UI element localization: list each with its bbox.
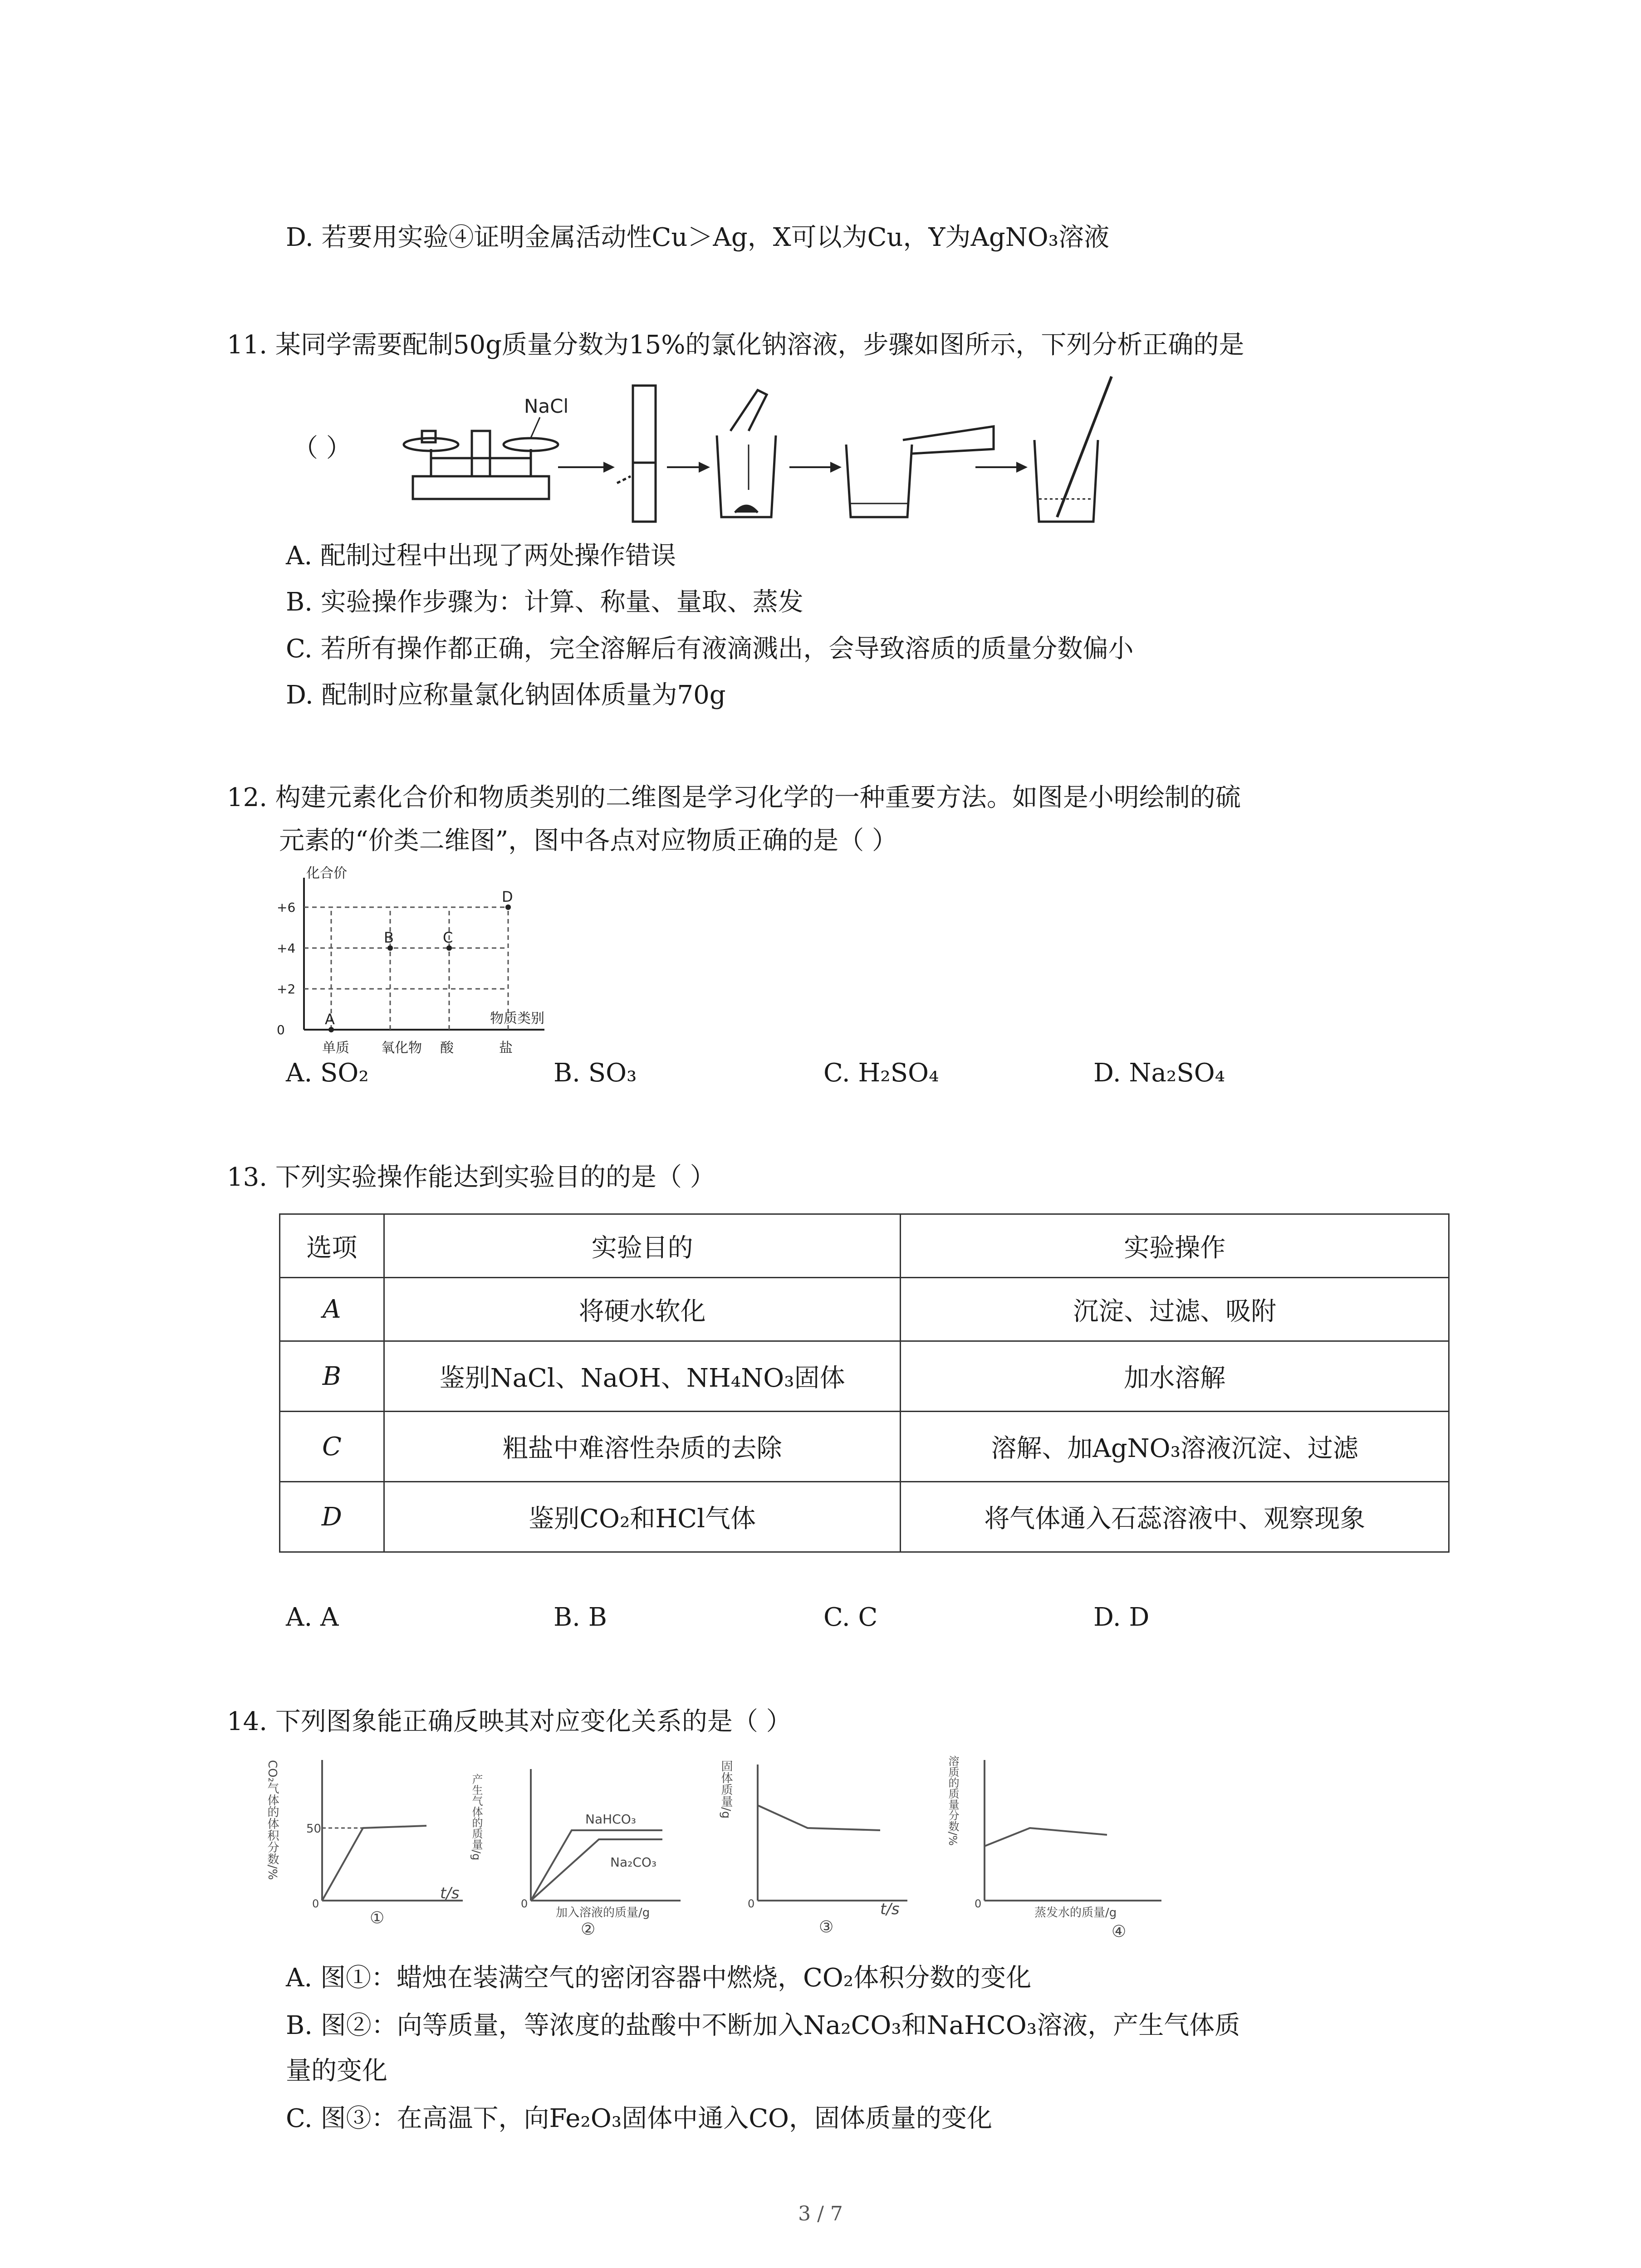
beaker-icon [717,390,776,517]
table-row [280,1412,1449,1482]
q12-option-b: B. SO₃ [554,1058,637,1088]
q14-stem: 14. 下列图象能正确反映其对应变化关系的是（ ） [227,1707,792,1736]
graph4-origin: 0 [975,1897,982,1910]
q12-point-label: B [384,929,394,946]
q11-option-a: A. 配制过程中出现了两处操作错误 [286,541,676,571]
table-row [280,1482,1449,1552]
q12-xtick-label: 单质 [322,1040,349,1056]
q11-procedure-figure [404,372,1175,535]
q12-option-c: C. H₂SO₄ [823,1058,939,1088]
q12-point-label: A [325,1011,335,1028]
q14-option-a: A. 图①：蜡烛在装满空气的密闭容器中燃烧，CO₂体积分数的变化 [286,1963,1032,1993]
graph-4 [985,1760,1161,1901]
table-row [280,1278,1449,1341]
table-header-row [280,1214,1449,1278]
graph2-xlabel: 加入溶液的质量/g [556,1906,650,1920]
q12-ytick-label: 0 [277,1022,285,1037]
q14-option-c: C. 图③：在高温下，向Fe₂O₃固体中通入CO，固体质量的变化 [286,2104,992,2133]
q12-ytick-label: +2 [277,982,296,997]
table-cell: 沉淀、过滤、吸附 [901,1278,1449,1341]
pouring-beaker-icon [846,426,994,517]
table-row [280,1341,1449,1412]
q12-point-label: D [502,888,513,905]
q12-ylabel: 化合价 [306,865,347,881]
graph1-ylabel: CO₂气体的体积分数/% [265,1760,279,1880]
q12-point-label: C [443,929,453,946]
stirring-beaker-icon [1034,376,1112,522]
graph2-origin: 0 [521,1897,528,1910]
q13-options [286,1601,1465,1637]
q12-option-d: D. Na₂SO₄ [1093,1058,1225,1088]
graph2-series-nahco3: NaHCO₃ [585,1812,636,1827]
graph1-origin: 0 [312,1897,319,1910]
q12-ytick-label: +4 [277,941,296,956]
table-header-purpose: 实验目的 [384,1214,901,1278]
q14-option-b-line1: B. 图②：向等质量，等浓度的盐酸中不断加入Na₂CO₃和NaHCO₃溶液，产生气体质 [286,2011,1240,2040]
table-header-operation: 实验操作 [901,1214,1449,1278]
table-cell: C [280,1412,384,1482]
q14-graphs [265,1751,1180,1955]
q11-option-c: C. 若所有操作都正确，完全溶解后有液滴溅出，会导致溶质的质量分数偏小 [286,634,1134,664]
q12-stem-line2: 元素的“价类二维图”，图中各点对应物质正确的是（ ） [279,826,898,855]
table-cell: 加水溶解 [901,1341,1449,1412]
q14-option-b-line2: 量的变化 [286,2056,387,2086]
q13-option-c: C. C [823,1603,878,1632]
table-cell: 粗盐中难溶性杂质的去除 [384,1412,901,1482]
table-cell: B [280,1341,384,1412]
q11-option-d: D. 配制时应称量氯化钠固体质量为70g [286,680,726,710]
q12-options [286,1057,1465,1093]
graph1-mark: 50 [306,1822,322,1836]
graph-3 [758,1765,907,1901]
graph3-ylabel: 固体质量/g [719,1760,733,1819]
table-cell: D [280,1482,384,1552]
balance-icon [404,431,558,499]
graph4-caption: ④ [1112,1922,1127,1941]
q12-xlabel: 物质类别 [490,1011,544,1026]
q13-stem: 13. 下列实验操作能达到实验目的的是（ ） [227,1163,715,1192]
graph2-series-na2co3: Na₂CO₃ [610,1855,657,1870]
table-cell: 溶解、加AgNO₃溶液沉淀、过滤 [901,1412,1449,1482]
table-cell: 鉴别NaCl、NaOH、NH₄NO₃固体 [384,1341,901,1412]
q13-option-b: B. B [554,1603,607,1632]
graph4-ylabel: 溶质的质量分数/% [946,1755,959,1846]
graph3-origin: 0 [748,1897,755,1910]
graph1-xlabel: t/s [440,1884,460,1902]
graph4-xlabel: 蒸发水的质量/g [1034,1906,1117,1920]
q13-table [279,1213,1450,1553]
graph2-ylabel: 产生气体的质量/g [470,1774,483,1861]
q12-valence-chart [272,864,581,1064]
graph3-caption: ③ [819,1918,834,1936]
graph-1 [322,1760,463,1901]
q12-option-a: A. SO₂ [286,1058,369,1088]
q11-option-b: B. 实验操作步骤为：计算、称量、量取、蒸发 [286,587,803,617]
table-header-option: 选项 [280,1214,384,1278]
table-cell: A [280,1278,384,1341]
q13-option-d: D. D [1093,1603,1150,1632]
q12-xtick-label: 酸 [440,1040,454,1056]
q12-xtick-label: 氧化物 [381,1040,422,1056]
graph2-caption: ② [581,1920,596,1939]
q10-option-d: D. 若要用实验④证明金属活动性Cu＞Ag，X可以为Cu，Y为AgNO₃溶液 [286,223,1110,252]
graph3-xlabel: t/s [880,1900,900,1918]
table-cell: 将气体通入石蕊溶液中、观察现象 [901,1482,1449,1552]
graph-2 [531,1769,681,1901]
q13-option-a: A. A [286,1603,339,1632]
page-number: 3 / 7 [798,2202,843,2225]
graph1-caption: ① [370,1909,385,1927]
q12-ytick-label: +6 [277,900,296,915]
nacl-label: NaCl [524,395,569,417]
q12-xtick-label: 盐 [499,1040,513,1056]
table-cell: 鉴别CO₂和HCl气体 [384,1482,901,1552]
table-cell: 将硬水软化 [384,1278,901,1341]
graduated-cylinder-icon [617,386,656,522]
q12-stem-line1: 12. 构建元素化合价和物质类别的二维图是学习化学的一种重要方法。如图是小明绘制的硫 [227,783,1241,812]
q11-answer-paren: （ ） [293,434,352,463]
q11-stem: 11. 某同学需要配制50g质量分数为15%的氯化钠溶液，步骤如图所示，下列分析正确的是 [227,330,1244,360]
